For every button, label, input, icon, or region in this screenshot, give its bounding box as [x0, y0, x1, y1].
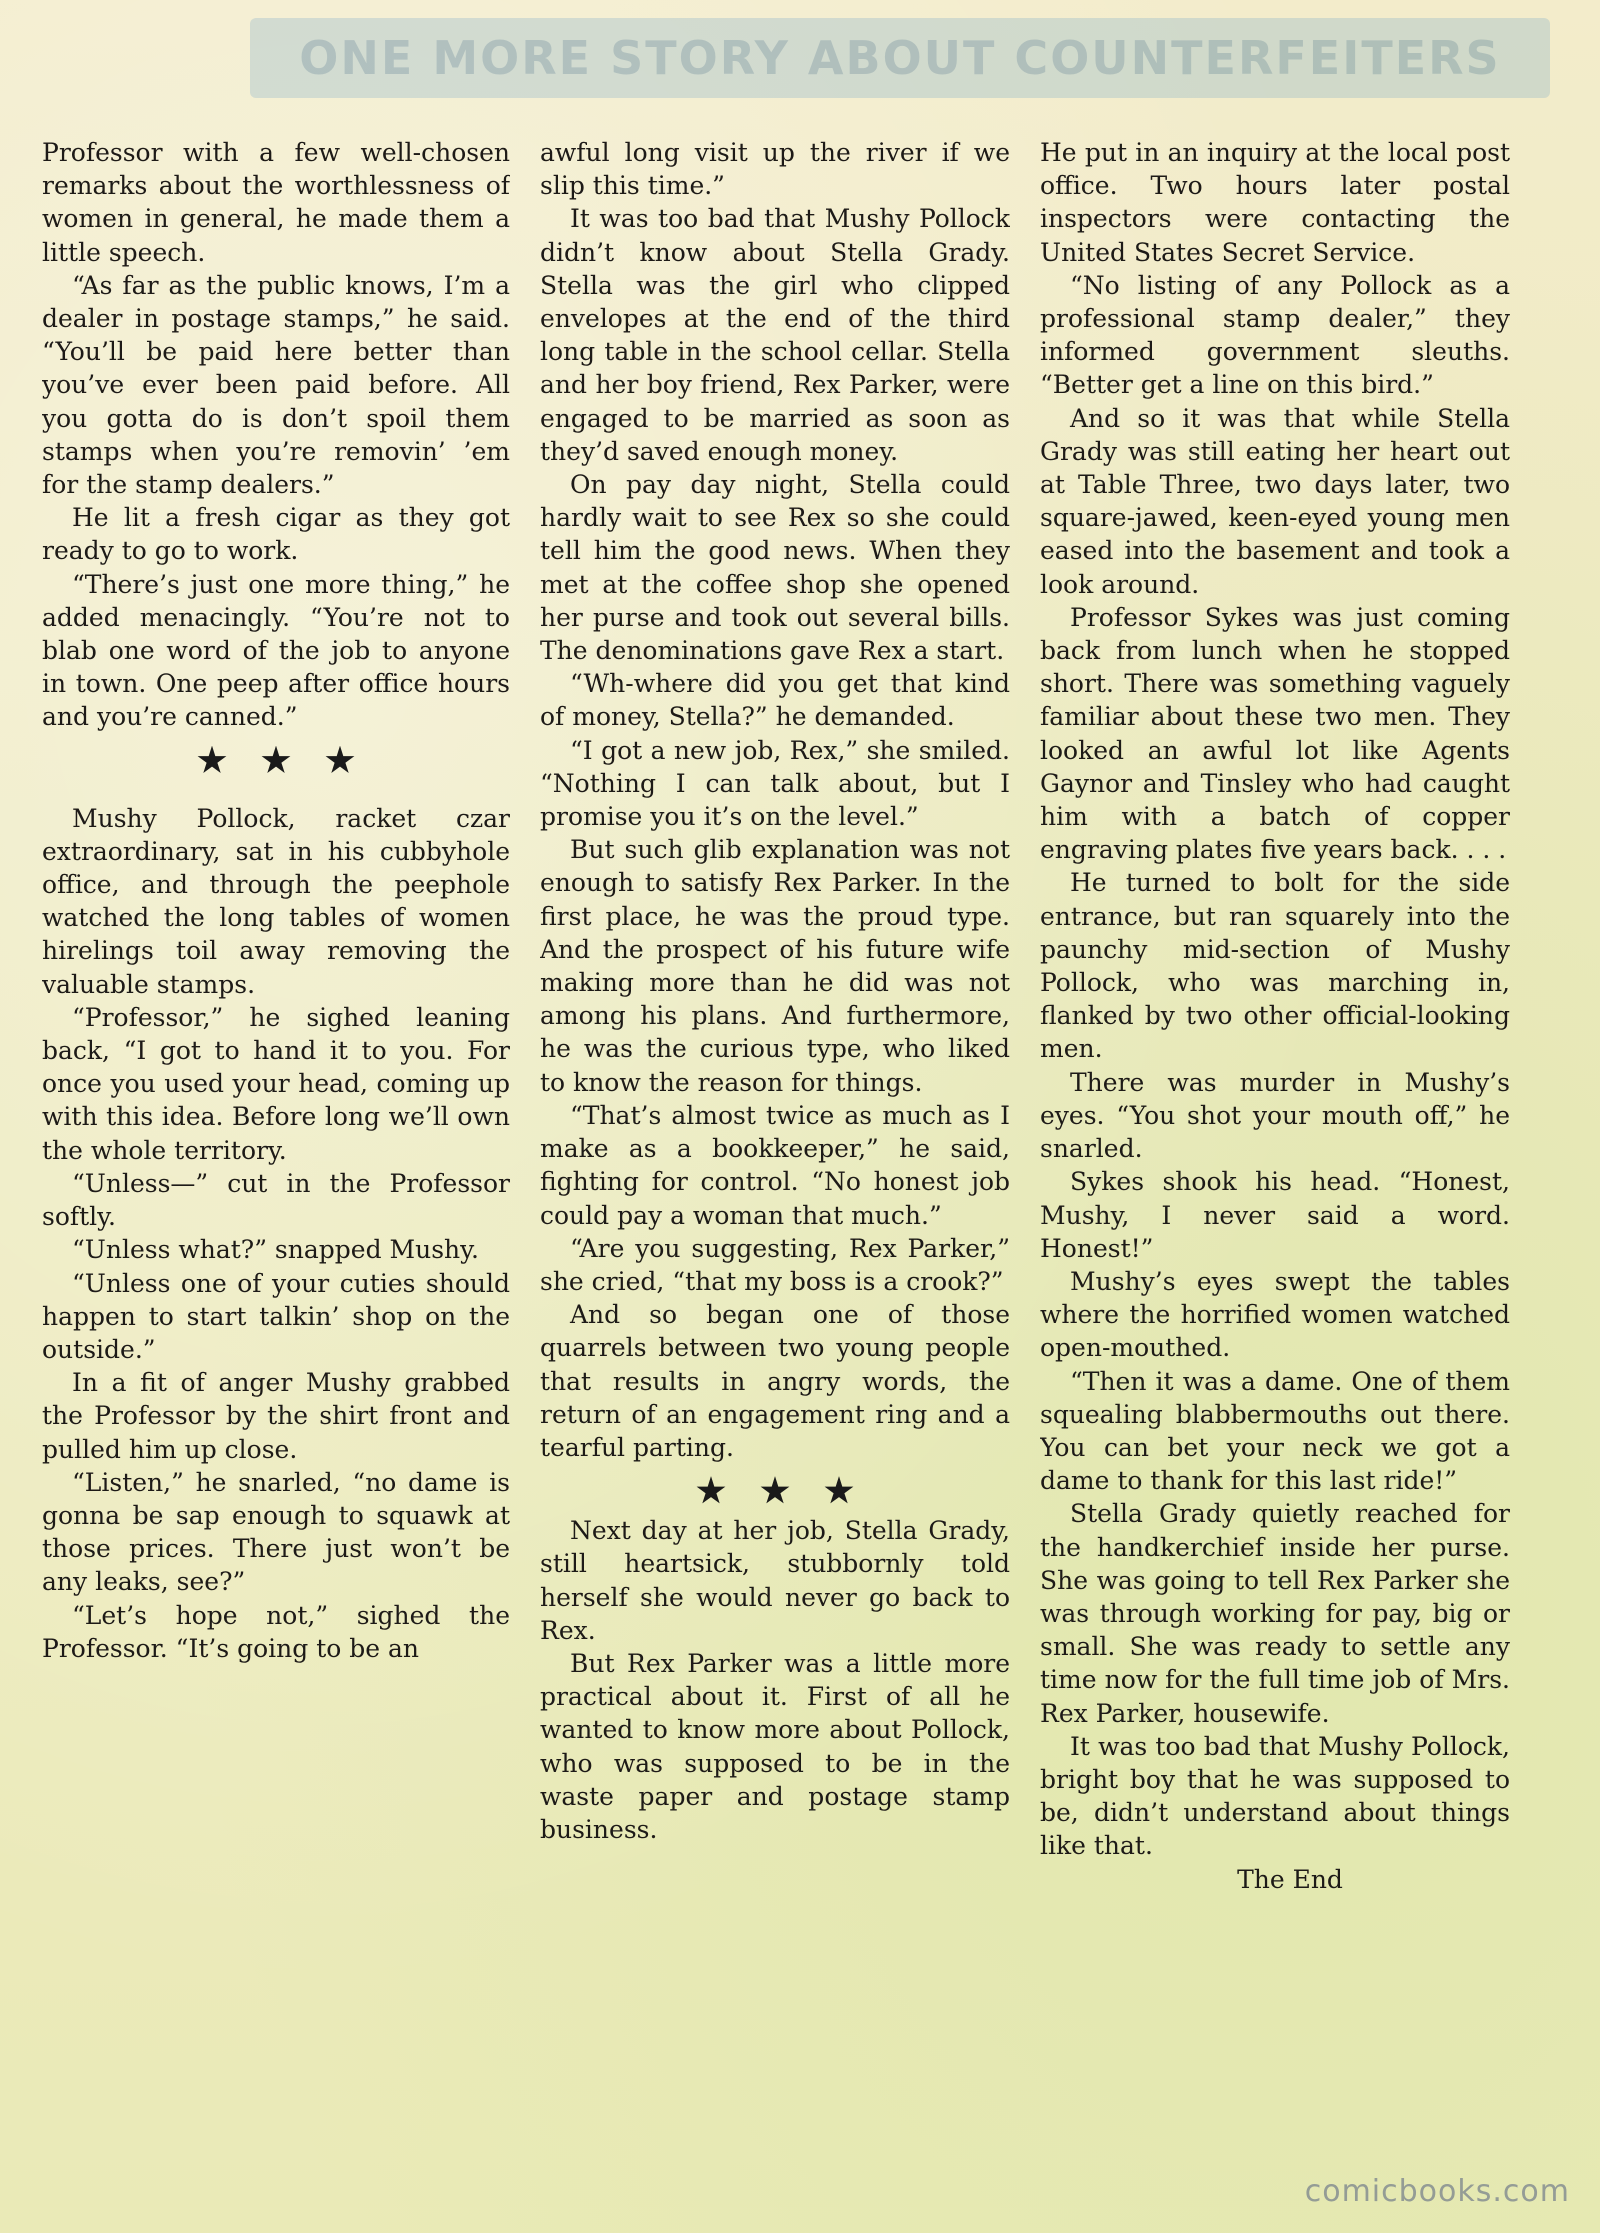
- story-paragraph: “That’s almost twice as much as I make as a bookkeeper,” he said, fighting for control. “No honest job could pay a woman that much.”: [540, 1100, 1010, 1230]
- story-paragraph: “Unless—” cut in the Professor softly.: [42, 1168, 510, 1232]
- star-icon: [325, 746, 355, 776]
- story-paragraph: “There’s just one more thing,” he added menacingly. “You’re not to blab one word of the job to anyone in town. One peep after office hours and you’re canned.”: [42, 569, 510, 732]
- star-icon: [696, 1476, 726, 1506]
- story-paragraph: He turned to bolt for the side entrance, but ran squarely into the paunchy mid-section of Mushy Pollock, who was marching in, flanked by two other official-looking men.: [1040, 868, 1510, 1064]
- star-icon: [261, 746, 291, 776]
- story-paragraph: Sykes shook his head. “Honest, Mushy, I never said a word. Honest!”: [1040, 1167, 1510, 1263]
- story-paragraph: Professor with a few well-chosen remarks about the worthlessness of women in general, he made them a little speech.: [42, 138, 510, 267]
- story-paragraph: Mushy Pollock, racket czar extraordinary, sat in his cubbyhole office, and through the peephole watched the long tables of women hirelings toil away removing the valuable stamps.: [42, 803, 510, 999]
- story-paragraph: “Let’s hope not,” sighed the Professor. “It’s going to be an: [42, 1600, 510, 1663]
- story-paragraph: And so began one of those quarrels between two young people that results in angry words, the return of an engagement ring and a tearful parting.: [540, 1300, 1010, 1462]
- section-break-stars: [540, 1464, 1010, 1514]
- story-paragraph: “Wh-where did you get that kind of money, Stella?” he demanded.: [540, 669, 1010, 732]
- story-paragraph: “No listing of any Pollock as a professional stamp dealer,” they informed government sleuths. “Better get a line on this bird.”: [1040, 270, 1510, 400]
- story-paragraph: In a fit of anger Mushy grabbed the Professor by the shirt front and pulled him up close.: [42, 1368, 510, 1464]
- story-paragraph: But Rex Parker was a little more practical about it. First of all he wanted to know more about Pollock, who was supposed to be in the waste paper and postage stamp business.: [540, 1648, 1010, 1844]
- star-icon: [760, 1476, 790, 1506]
- story-paragraph: And so it was that while Stella Grady was still eating her heart out at Table Three, two days later, two square-jawed, keen-eyed young men eased into the basement and took a look around.: [1040, 403, 1510, 599]
- the-end-label: The End: [1237, 1864, 1343, 1894]
- story-paragraph: Stella Grady quietly reached for the handkerchief inside her purse. She was going to tell Rex Parker she was through working for pay, big or small. She was ready to settle any time now for the full time job of Mrs. Rex Parker, housewife.: [1040, 1499, 1510, 1728]
- story-paragraph: He lit a fresh cigar as they got ready to go to work.: [42, 503, 510, 566]
- text-column-2: [540, 136, 1010, 2106]
- story-paragraph: On pay day night, Stella could hardly wait to see Rex so she could tell him the good news. When they met at the coffee shop she opened her purse and took out several bills. The denominations gave Rex a start.: [540, 470, 1010, 666]
- story-paragraph: There was murder in Mushy’s eyes. “You shot your mouth off,” he snarled.: [1040, 1067, 1510, 1164]
- story-paragraph: It was too bad that Mushy Pollock, bright boy that he was supposed to be, didn’t understand about things like that.: [1040, 1731, 1510, 1861]
- story-paragraph: “Listen,” he snarled, “no dame is gonna be sap enough to squawk at those prices. There just won’t be any leaks, see?”: [42, 1467, 510, 1597]
- story-paragraph: Professor Sykes was just coming back from lunch when he stopped short. There was something vaguely familiar about these two men. They looked an awful lot like Agents Gaynor and Tinsley who had caught him with a batch of copper engraving plates five years back. . . .: [1040, 602, 1510, 865]
- story-paragraph: “Then it was a dame. One of them squealing blabbermouths out there. You can bet your neck we got a dame to thank for this last ride!”: [1040, 1366, 1510, 1496]
- story-paragraph: awful long visit up the river if we slip this time.”: [540, 138, 1010, 201]
- story-paragraph: But such glib explanation was not enough to satisfy Rex Parker. In the first place, he was the proud type. And the prospect of his future wife making more than he did was not among his plans. And furthermore, he was the curious type, who liked to know the reason for things.: [540, 835, 1010, 1097]
- story-paragraph: Mushy’s eyes swept the tables where the horrified women watched open-mouthed.: [1040, 1266, 1510, 1363]
- story-paragraph: It was too bad that Mushy Pollock didn’t know about Stella Grady. Stella was the girl who clipped envelopes at the end of the third long table in the school cellar. Stella and her boy friend, Rex Parker, were engaged to be married as soon as they’d saved enough money.: [540, 204, 1010, 466]
- site-watermark: comicbooks.com: [1304, 2174, 1570, 2209]
- text-column-1: [42, 136, 510, 2106]
- story-paragraph: “Professor,” he sighed leaning back, “I got to hand it to you. For once you used your head, coming up with this idea. Before long we’ll own the whole territory.: [42, 1002, 510, 1165]
- story-paragraph: Next day at her job, Stella Grady, still heartsick, stubbornly told herself she would never go back to Rex.: [540, 1516, 1010, 1645]
- star-icon: [197, 746, 227, 776]
- story-paragraph: “Are you suggesting, Rex Parker,” she cried, “that my boss is a crook?”: [540, 1233, 1010, 1296]
- faded-header-title: ONE MORE STORY ABOUT COUNTERFEITERS: [299, 31, 1501, 85]
- star-icon: [824, 1476, 854, 1506]
- story-paragraph: “As far as the public knows, I’m a dealer in postage stamps,” he said. “You’ll be paid here better than you’ve ever been paid before. All you gotta do is don’t spoil them stamps when you’re removin’ ’em for the stamp dealers.”: [42, 270, 510, 500]
- story-paragraph: “Unless one of your cuties should happen to start talkin’ shop on the outside.”: [42, 1268, 510, 1364]
- story-paragraph: “Unless what?” snapped Mushy.: [72, 1235, 479, 1265]
- text-column-3: [1040, 136, 1510, 2106]
- story-paragraph: “I got a new job, Rex,” she smiled. “Nothing I can talk about, but I promise you it’s on the level.”: [540, 735, 1010, 832]
- story-paragraph: He put in an inquiry at the local post office. Two hours later postal inspectors were contacting the United States Secret Service.: [1040, 138, 1510, 267]
- section-break-stars: [42, 734, 510, 802]
